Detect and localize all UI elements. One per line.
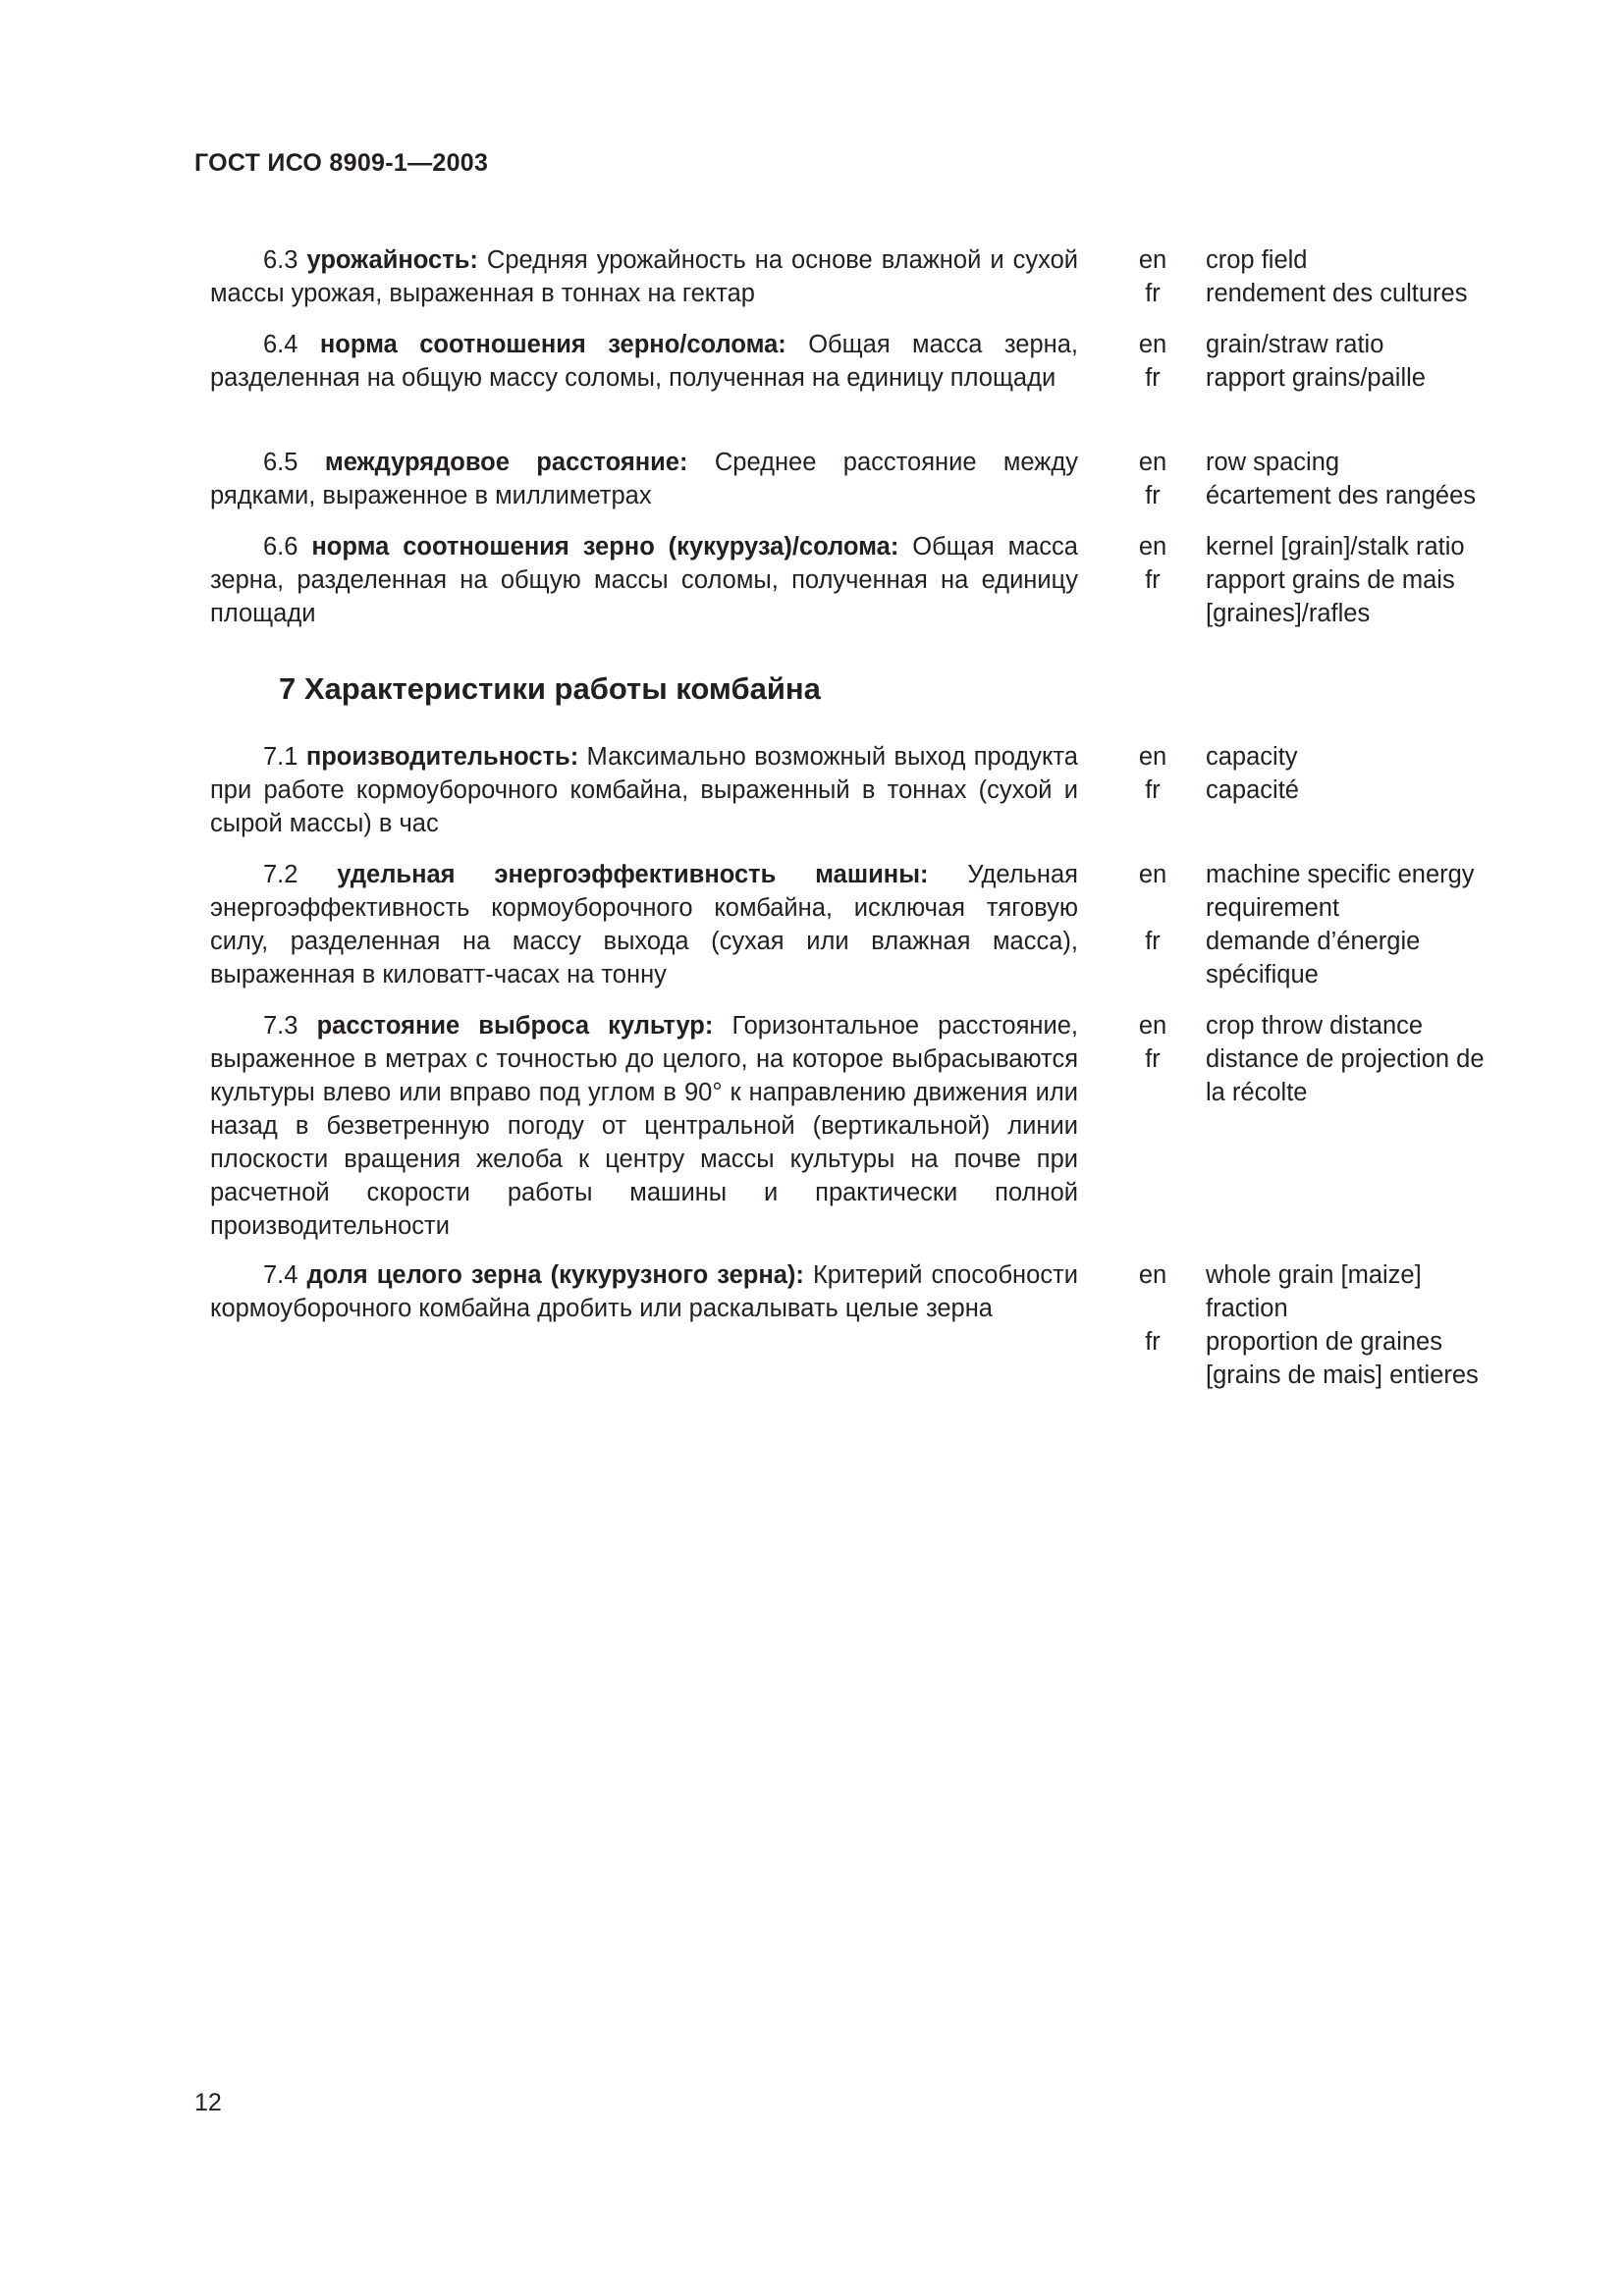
definition-text: Средняя урожайность на основе влажной и сухой массы урожая, выраженная в тоннах на гектар <box>210 246 1078 307</box>
en-equivalent: whole grain [maize] fraction <box>1206 1261 1422 1322</box>
term-definition <box>210 446 1078 512</box>
definition-text: Критерий способности кормоуборочного комбайна дробить или раскалывать целые зерна <box>210 1261 1078 1322</box>
definition-text: Среднее расстояние между рядками, выраженное в миллиметрах <box>210 449 1078 509</box>
en-equivalent: row spacing <box>1206 449 1340 476</box>
en-label: en <box>1138 861 1167 888</box>
term-number: 7.3 <box>263 1012 298 1040</box>
definition-text: Удельная энергоэффективность кормоуборочного комбайна, исключая тяговую силу, разделенная на массу выхода (сухая или влажная масса), выраженная в киловатт-часах на тонну <box>210 861 1078 988</box>
term-definition <box>210 328 1078 395</box>
en-equivalent: capacity <box>1206 743 1298 771</box>
term-name: урожайность: <box>306 246 478 274</box>
fr-label: fr <box>1145 566 1161 594</box>
en-label: en <box>1138 449 1167 476</box>
fr-label: fr <box>1145 482 1161 509</box>
en-equivalent: machine specific energy requirement <box>1206 861 1475 922</box>
term-number: 6.4 <box>263 331 298 358</box>
fr-label: fr <box>1145 776 1161 804</box>
fr-label: fr <box>1145 928 1161 955</box>
term-number: 7.4 <box>263 1261 298 1289</box>
term-name: удельная энергоэффективность машины: <box>337 861 929 888</box>
en-equivalent: grain/straw ratio <box>1206 331 1384 358</box>
definition-text: Максимально возможный выход продукта при работе кормоуборочного комбайна, выраженный в тоннах (сухой и сырой массы) в час <box>210 743 1078 837</box>
document-header: ГОСТ ИСО 8909-1—2003 <box>194 149 489 177</box>
term-definition <box>210 243 1078 310</box>
term-name: норма соотношения зерно (кукуруза)/солома: <box>311 533 899 561</box>
term-number: 7.2 <box>263 861 298 888</box>
en-label: en <box>1138 1261 1167 1289</box>
term-definition <box>210 1258 1078 1325</box>
fr-equivalent: proportion de graines [grains de mais] entieres <box>1206 1328 1479 1389</box>
en-label: en <box>1138 533 1167 561</box>
en-label: en <box>1138 246 1167 274</box>
fr-label: fr <box>1145 1045 1161 1073</box>
en-equivalent: crop field <box>1206 246 1308 274</box>
fr-equivalent: écartement des rangées <box>1206 482 1476 509</box>
en-label: en <box>1138 331 1167 358</box>
definition-text: Общая масса зерна, разделенная на общую массу соломы, полученная на единицу площади <box>210 331 1078 392</box>
page-number: 12 <box>194 2089 222 2116</box>
term-name: междурядовое расстояние: <box>324 449 688 476</box>
term-definition <box>210 1009 1078 1243</box>
term-name: расстояние выброса культур: <box>316 1012 714 1040</box>
term-name: норма соотношения зерно/солома: <box>319 331 786 358</box>
fr-equivalent: distance de projection de la récolte <box>1206 1045 1485 1106</box>
term-name: производительность: <box>305 743 579 771</box>
fr-equivalent: rapport grains/paille <box>1206 364 1426 392</box>
fr-label: fr <box>1145 364 1161 392</box>
term-number: 6.3 <box>263 246 298 274</box>
term-definition <box>210 740 1078 840</box>
fr-label: fr <box>1145 1328 1161 1356</box>
fr-label: fr <box>1145 280 1161 307</box>
definition-text: Горизонтальное расстояние, выраженное в метрах с точностью до целого, на которое выбрасываются культуры влево или вправо под углом в 90° к направлению движения или назад в безветренную погоду от центральной (вертикальной) линии плоскости вращения желоба к центру массы культуры на почве при расчетной скорости работы машины и практически полной производительности <box>210 1012 1078 1240</box>
fr-equivalent: rapport grains de mais [graines]/rafles <box>1206 566 1455 627</box>
en-equivalent: kernel [grain]/stalk ratio <box>1206 533 1465 561</box>
term-number: 7.1 <box>263 743 298 771</box>
en-label: en <box>1138 743 1167 771</box>
term-name: доля целого зерна (кукурузного зерна): <box>306 1261 804 1289</box>
term-definition <box>210 530 1078 630</box>
fr-equivalent: rendement des cultures <box>1206 280 1468 307</box>
fr-equivalent: demande d’énergie spécifique <box>1206 928 1421 988</box>
term-number: 6.6 <box>263 533 298 561</box>
definition-text: Общая масса зерна, разделенная на общую массы соломы, полученная на единицу площади <box>210 533 1078 627</box>
fr-equivalent: capacité <box>1206 776 1299 804</box>
term-number: 6.5 <box>263 449 298 476</box>
section-title: 7 Характеристики работы комбайна <box>279 671 821 706</box>
term-definition <box>210 858 1078 991</box>
en-label: en <box>1138 1012 1167 1040</box>
en-equivalent: crop throw distance <box>1206 1012 1424 1040</box>
